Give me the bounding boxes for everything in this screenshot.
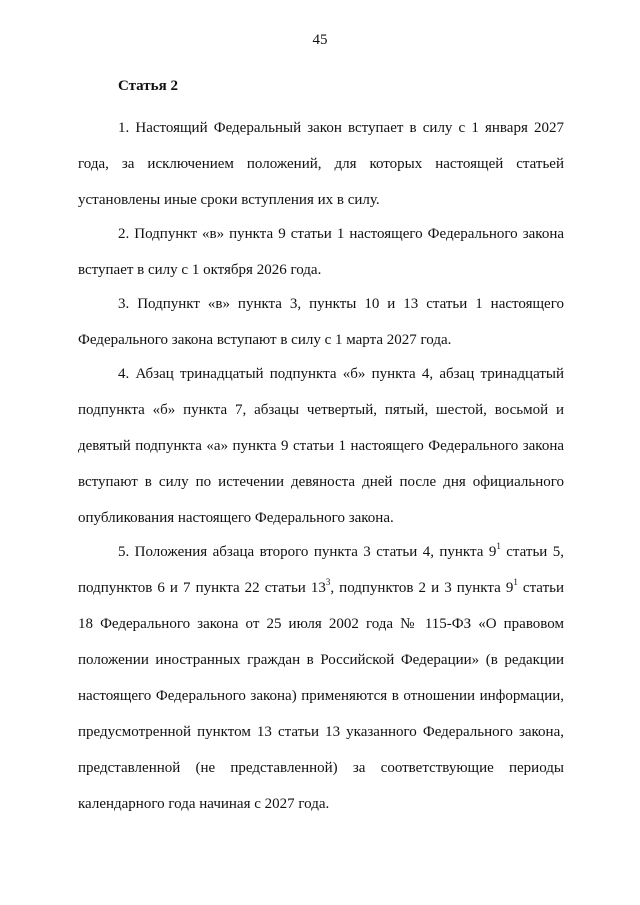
page-number: 45 xyxy=(312,32,328,48)
paragraph-5-part-2: статьи 5, подпунктов 6 и 7 пункта 22 статьи 13 xyxy=(78,544,564,596)
paragraph-5-part-1: 5. Положения абзаца второго пункта 3 статьи 4, пункта 9 xyxy=(118,544,497,560)
superscript-1: 1 xyxy=(496,541,501,551)
paragraph-5 xyxy=(78,534,564,822)
paragraph-4: 4. Абзац тринадцатый подпункта «б» пункта 4, абзац тринадцатый подпункта «б» пункта 7, абзацы четвертый, пятый, шестой, восьмой и девятый подпункта «а» пункта 9 статьи 1 настоящего Федерального закона вступают в силу по истечении девяноста дней после дня официального опубликования настоящего Федерального закона. xyxy=(78,366,564,526)
paragraph-3: 3. Подпункт «в» пункта 3, пункты 10 и 13 статьи 1 настоящего Федерального закона вступают в силу с 1 марта 2027 года. xyxy=(78,296,564,348)
article-heading: Статья 2 xyxy=(118,78,178,94)
paragraph-1: 1. Настоящий Федеральный закон вступает в силу с 1 января 2027 года, за исключением положений, для которых настоящей статьей установлены иные сроки вступления их в силу. xyxy=(78,120,564,208)
paragraph-5-part-3: , подпунктов 2 и 3 пункта 9 xyxy=(330,580,514,596)
superscript-2: 3 xyxy=(325,577,331,587)
paragraph-2: 2. Подпункт «в» пункта 9 статьи 1 настоящего Федерального закона вступает в силу с 1 октября 2026 года. xyxy=(78,226,564,278)
paragraph-5-part-4: статьи 18 Федерального закона от 25 июля 2002 года № 115-ФЗ «О правовом положении иностранных граждан в Российской Федерации» (в редакции настоящего Федерального закона) применяются в отношении информации, предусмотренной пунктом 13 статьи 13 указанного Федерального закона, представленной (не представленной) за соответствующие периоды календарного года начиная с 2027 года. xyxy=(78,580,565,812)
superscript-3: 1 xyxy=(513,577,518,587)
article-body xyxy=(78,110,564,820)
